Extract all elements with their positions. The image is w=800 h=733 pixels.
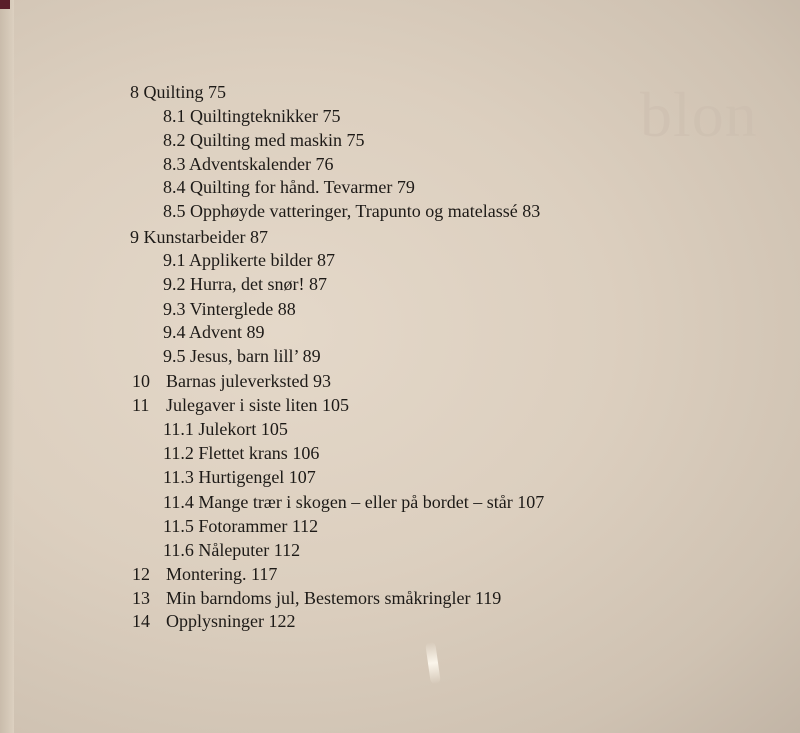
toc-entry-9-5: 9.5 Jesus, barn lill’ 89	[163, 346, 321, 366]
toc-entry-8-2: 8.2 Quilting med maskin 75	[163, 130, 365, 150]
toc-chapter-number-11: 11	[132, 395, 150, 415]
toc-entry-11-3: 11.3 Hurtigengel 107	[163, 467, 316, 487]
toc-chapter-number-14: 14	[132, 611, 150, 631]
toc-chapter-number-12: 12	[132, 564, 150, 584]
toc-entry-9-4: 9.4 Advent 89	[163, 322, 265, 342]
toc-entry-chapter-10: Barnas juleverksted 93	[166, 371, 331, 391]
toc-entry-8-1: 8.1 Quiltingteknikker 75	[163, 106, 341, 126]
toc-entry-8-3: 8.3 Adventskalender 76	[163, 154, 334, 174]
toc-entry-chapter-12: Montering. 117	[166, 564, 278, 584]
toc-entry-11-2: 11.2 Flettet krans 106	[163, 443, 320, 463]
toc-entry-11-1: 11.1 Julekort 105	[163, 419, 288, 439]
toc-entry-chapter-13: Min barndoms jul, Bestemors småkringler 119	[166, 588, 502, 608]
show-through-text: blon	[640, 79, 758, 150]
toc-entry-11-4: 11.4 Mange trær i skogen – eller på bordet – står 107	[163, 492, 545, 512]
toc-entry-11-6: 11.6 Nåleputer 112	[163, 540, 301, 560]
toc-entry-chapter-8: 8 Quilting 75	[130, 82, 227, 102]
toc-entry-chapter-14: Opplysninger 122	[166, 611, 296, 631]
toc-entry-8-5: 8.5 Opphøyde vatteringer, Trapunto og matelassé 83	[163, 201, 541, 221]
toc-chapter-number-10: 10	[132, 371, 150, 391]
toc-entry-8-4: 8.4 Quilting for hånd. Tevarmer 79	[163, 177, 415, 197]
toc-entry-chapter-9: 9 Kunstarbeider 87	[130, 227, 268, 247]
toc-entry-9-1: 9.1 Applikerte bilder 87	[163, 250, 335, 270]
toc-chapter-number-13: 13	[132, 588, 150, 608]
toc-entry-9-3: 9.3 Vinterglede 88	[163, 299, 296, 319]
toc-entry-chapter-11: Julegaver i siste liten 105	[166, 395, 349, 415]
toc-entry-9-2: 9.2 Hurra, det snør! 87	[163, 274, 327, 294]
toc-entry-11-5: 11.5 Fotorammer 112	[163, 516, 319, 536]
